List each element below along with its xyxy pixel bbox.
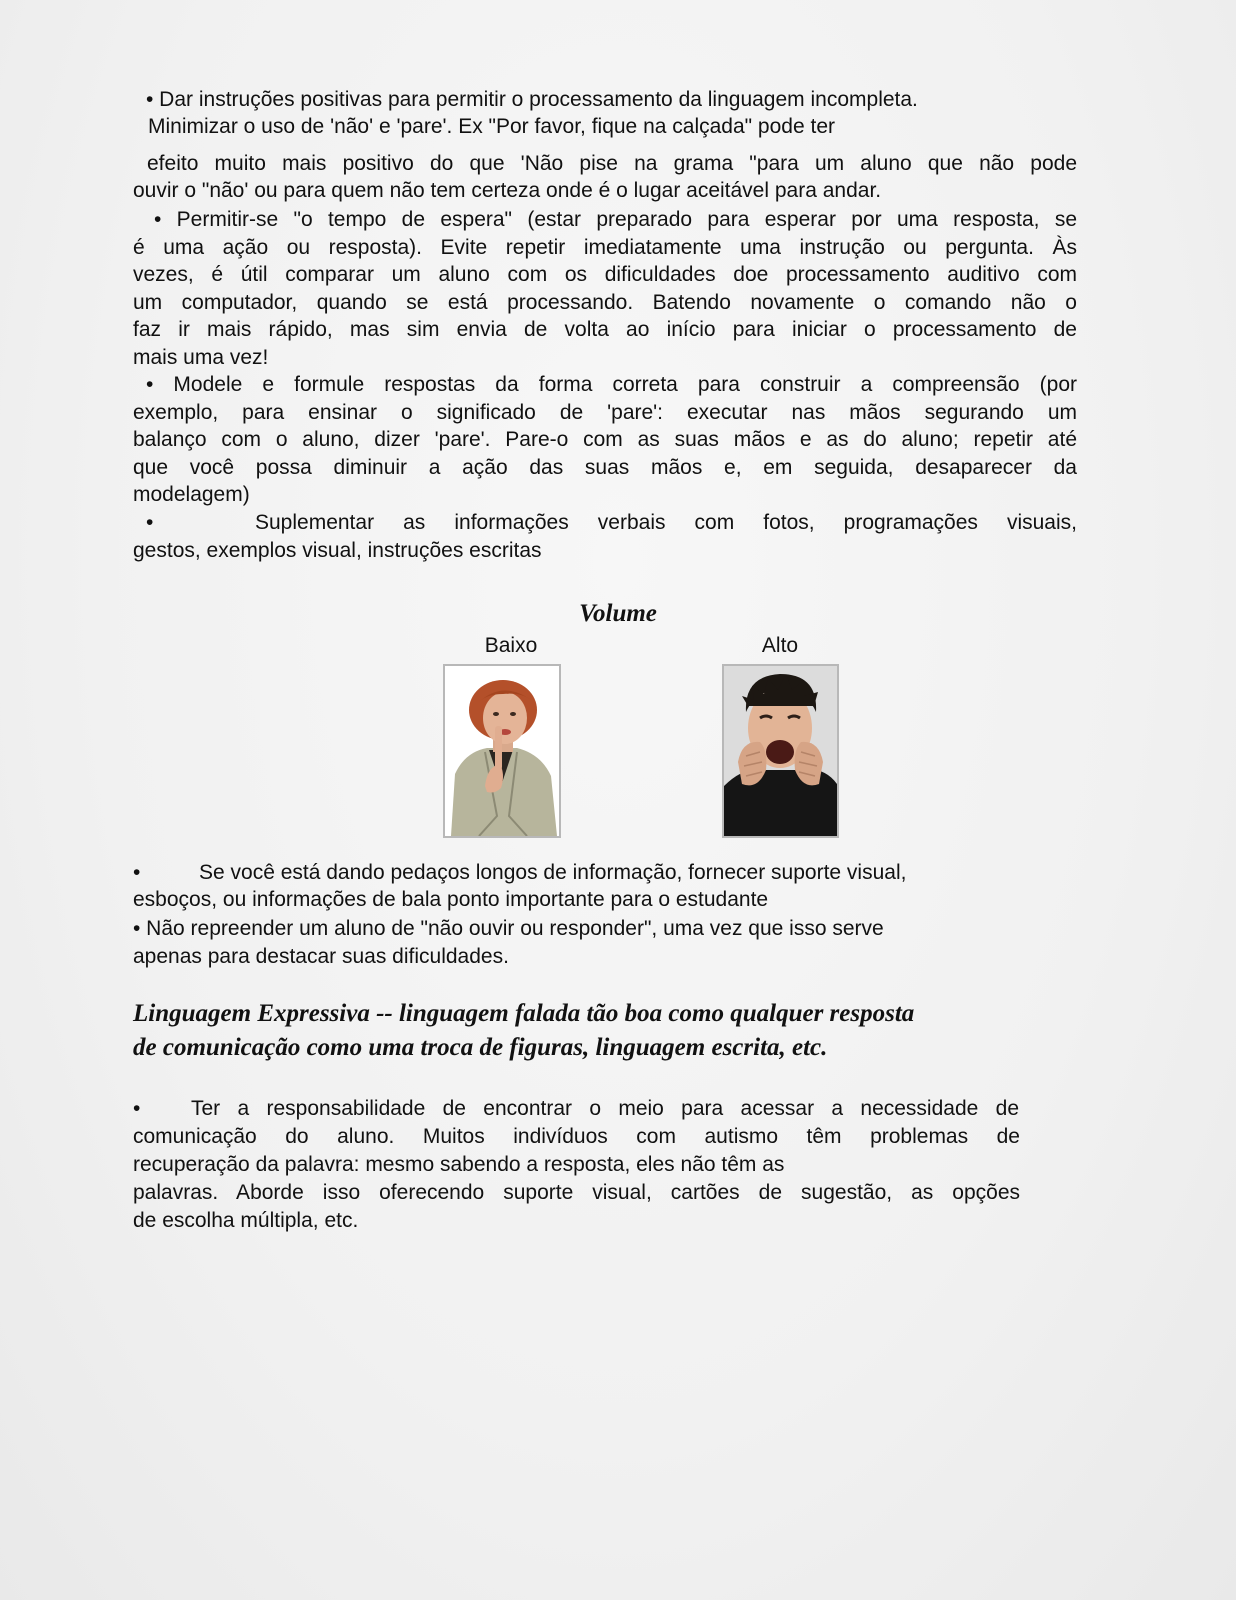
caption-alto: Alto <box>761 634 799 657</box>
p2-line2: é uma ação ou resposta). Evite repetir imediatamente uma instrução ou pergunta. Às <box>133 236 1077 259</box>
p3-line4: que você possa diminuir a ação das suas mãos e, em seguida, desaparecer da <box>133 456 1077 479</box>
p2-line6: mais uma vez! <box>133 346 269 369</box>
p4-bullet: • <box>146 511 154 534</box>
p1-line2: Minimizar o uso de 'não' e 'pare'. Ex "Por favor, fique na calçada" pode ter <box>148 115 835 138</box>
p2-line1: • Permitir-se "o tempo de espera" (estar preparado para esperar por uma resposta, se <box>154 208 1077 231</box>
p7-line2: comunicação do aluno. Muitos indivíduos com autismo têm problemas de <box>133 1125 1020 1148</box>
p3-line3: balanço com o aluno, dizer 'pare'. Pare-o com as suas mãos e as do aluno; repetir até <box>133 428 1077 451</box>
woman-shushing-photo <box>443 664 561 838</box>
p3-line2: exemplo, para ensinar o significado de 'pare': executar nas mãos segurando um <box>133 401 1077 424</box>
p2-line3: vezes, é útil comparar um aluno com os dificuldades doe processamento auditivo com <box>133 263 1077 286</box>
p3-line1: • Modele e formule respostas da forma correta para construir a compreensão (por <box>146 373 1077 396</box>
p4-line1: Suplementar as informações verbais com fotos, programações visuais, <box>255 511 1077 534</box>
section-heading-line1: Linguagem Expressiva -- linguagem falada tão boa como qualquer resposta <box>133 1000 915 1027</box>
p7-line3: recuperação da palavra: mesmo sabendo a resposta, eles não têm as <box>133 1153 785 1176</box>
section-heading-line2: de comunicação como uma troca de figuras, linguagem escrita, etc. <box>133 1034 828 1061</box>
p6-line1: • Não repreender um aluno de "não ouvir ou responder", uma vez que isso serve <box>133 917 884 940</box>
p1-line3: efeito muito mais positivo do que 'Não pise na grama "para um aluno que não pode <box>147 152 1077 175</box>
p1-line1: • Dar instruções positivas para permitir o processamento da linguagem incompleta. <box>146 88 918 111</box>
p7-line1: Ter a responsabilidade de encontrar o meio para acessar a necessidade de <box>191 1097 1019 1120</box>
figure-title: Volume <box>579 600 657 627</box>
woman-shushing-icon <box>445 666 559 836</box>
p5-line2: esboços, ou informações de bala ponto importante para o estudante <box>133 888 769 911</box>
p7-bullet: • <box>133 1097 141 1120</box>
p7-line5: de escolha múltipla, etc. <box>133 1209 359 1232</box>
p2-line5: faz ir mais rápido, mas sim envia de volta ao início para iniciar o processamento de <box>133 318 1077 341</box>
p3-line5: modelagem) <box>133 483 250 506</box>
p2-line4: um computador, quando se está processando. Batendo novamente o comando não o <box>133 291 1077 314</box>
p7-line4: palavras. Aborde isso oferecendo suporte visual, cartões de sugestão, as opções <box>133 1181 1020 1204</box>
p5-line1: Se você está dando pedaços longos de informação, fornecer suporte visual, <box>199 861 907 884</box>
p4-line2: gestos, exemplos visual, instruções escritas <box>133 539 542 562</box>
caption-baixo: Baixo <box>484 634 538 657</box>
man-shouting-photo <box>722 664 839 838</box>
p5-bullet: • <box>133 861 141 884</box>
man-shouting-icon <box>724 666 837 836</box>
p6-line2: apenas para destacar suas dificuldades. <box>133 945 509 968</box>
p1-line4: ouvir o "não' ou para quem não tem certeza onde é o lugar aceitável para andar. <box>133 179 882 202</box>
